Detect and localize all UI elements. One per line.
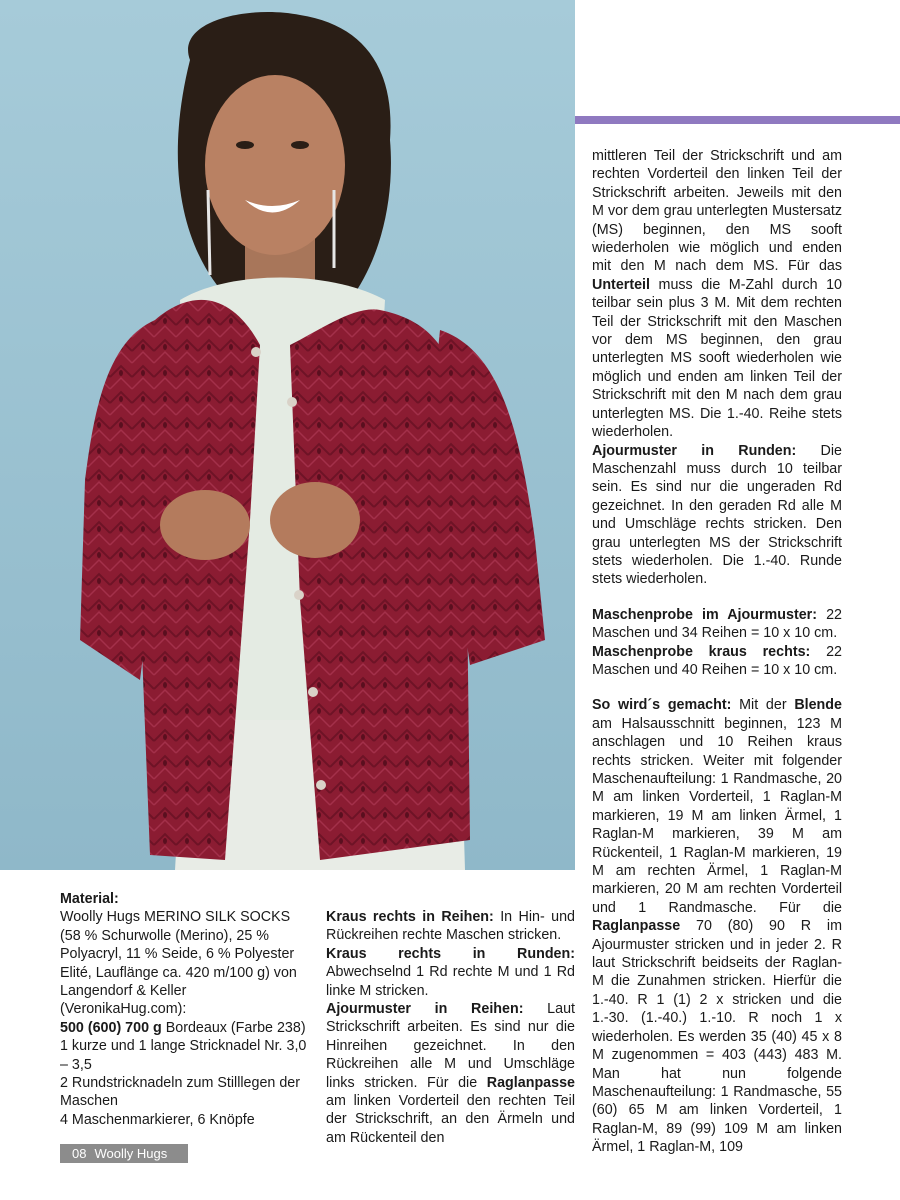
gauge-kraus-paragraph xyxy=(592,643,842,680)
materials-heading: Material: xyxy=(60,891,119,907)
yarn-amount xyxy=(60,1019,310,1037)
page-footer xyxy=(60,1144,188,1163)
patterns-column xyxy=(326,908,575,1147)
kraus-reihen-text: In Hin- und Rückreihen rechte Maschen stricken. xyxy=(326,909,575,944)
instructions-text-1: Mit der xyxy=(739,697,787,714)
ajour-reihen-text-2: am linken Vorderteil den rechten Teil der Strickschrift, an den Ärmeln und am Rückenteil den xyxy=(326,1093,575,1146)
gauge-ajour-text: 22 Maschen und 34 Reihen = 10 x 10 cm. xyxy=(592,606,842,642)
materials-column xyxy=(60,890,310,1129)
instructions-label: So wird´s gemacht: xyxy=(592,697,732,714)
cardigan-illustration xyxy=(0,0,575,870)
ajour-runden-label: Ajourmuster in Runden: xyxy=(592,442,797,459)
blende-label: Blende xyxy=(794,697,842,714)
kraus-runden-text: Abwechselnd 1 Rd rechte M und 1 Rd linke M stricken. xyxy=(326,964,575,999)
footer-brand: Woolly Hugs xyxy=(94,1146,168,1161)
instructions-column xyxy=(592,147,842,1157)
continued-paragraph xyxy=(592,147,842,442)
yarn-color: Bordeaux (Farbe 238) xyxy=(165,1019,306,1036)
raglanpasse-label: Raglanpasse xyxy=(486,1074,575,1091)
yarn-amount-bold: 500 (600) 700 g xyxy=(60,1019,162,1036)
instructions-text-3: 70 (80) 90 R im Ajourmuster stricken und in jeder 2. R laut Strickschrift beidseits der Raglan-M die Zunahmen stricken. Hierfür die 1.-40. R 1 (1) 2 x stricken und die 1.-30. (1.-40.) 1.-10. R noch 1 x wiederholen. Es werden 35 (40) 45 x 8 M zugenommen = 403 (443) 483 M. Man hat nun folgende Maschenaufteilung: 1 Randmasche, 55 (60) 65 M am linken Vorderteil, 1 Raglan-M, 89 (99) 109 M am linken Ärmel, 1 Raglan-M, 109 xyxy=(592,918,842,1156)
gauge-kraus-label: Maschenprobe kraus rechts: xyxy=(592,643,811,660)
ajour-runden-paragraph xyxy=(592,442,842,589)
ajour-reihen-label: Ajourmuster in Reihen: xyxy=(326,1001,524,1018)
page-number: 08 xyxy=(72,1146,87,1161)
model-photo xyxy=(0,0,575,870)
kraus-runden-paragraph xyxy=(326,945,575,1000)
yarn-description: Woolly Hugs MERINO SILK SOCKS (58 % Schurwolle (Merino), 25 % Polyacryl, 11 % Seide, 6 % Polyester Elité, Lauflänge ca. 420 m/100 g) von Langendorf & Keller (VeronikaHug.com): xyxy=(60,909,297,1018)
kraus-reihen-label: Kraus rechts in Reihen: xyxy=(326,909,494,925)
gauge-ajour-paragraph xyxy=(592,606,842,643)
gauge-kraus-text: 22 Maschen und 40 Reihen = 10 x 10 cm. xyxy=(592,643,842,678)
continued-text-1: mittleren Teil der Strickschrift und am rechten Vorderteil den linken Teil der Strickschrift arbeiten. Jeweils mit den M vor dem grau unterlegten Mustersatz (MS) beginnen, den MS sooft wiederholen wie möglich und enden mit den M nach dem MS. Für das xyxy=(592,148,842,275)
ajour-runden-text: Die Maschenzahl muss durch 10 teilbar sein. Es sind nur die ungeraden Rd gezeichnet. In den geraden Rd alle M und Umschläge rechts stricken. Den grau unterlegten MS der Strickschrift stets wiederholen. Die 1.-40. Runde stets wiederholen. xyxy=(592,442,842,588)
instructions-text-2: am Halsausschnitt beginnen, 123 M anschlagen und 10 Reihen kraus rechts stricken. Weiter mit folgender Maschenaufteilung: 1 Randmasche, 20 M am linken Vorderteil, 1 Raglan-M markieren, 19 M am linken Ärmel, 1 Raglan-M markieren, 39 M am Rückenteil, 1 Raglan-M markieren, 19 M am rechten Ärmel, 1 Raglan-M markieren, 20 M am rechten Vorderteil und 1 Randmasche. Für die xyxy=(592,715,842,916)
raglan-yoke-label: Raglanpasse xyxy=(592,918,681,935)
needles-item: 1 kurze und 1 lange Stricknadel Nr. 3,0 – 3,5 xyxy=(60,1038,307,1073)
markers-item: 4 Maschenmarkierer, 6 Knöpfe xyxy=(60,1111,255,1128)
circular-needles-item: 2 Rundstricknadeln zum Stilllegen der Maschen xyxy=(60,1075,300,1110)
ajour-reihen-text-1: Laut Strickschrift arbeiten. Es sind nur die Hinreihen gezeichnet. In den Rückreihen alle M und Umschläge links stricken. Für die xyxy=(326,1001,575,1091)
ajour-reihen-paragraph xyxy=(326,1000,575,1147)
instructions-paragraph xyxy=(592,696,842,1156)
kraus-reihen-paragraph xyxy=(326,908,575,945)
unterteil-label: Unterteil xyxy=(592,276,650,293)
gauge-ajour-label: Maschenprobe im Ajourmuster: xyxy=(592,606,817,623)
continued-text-2: muss die M-Zahl durch 10 teilbar sein plus 3 M. Mit dem rechten Teil der Strickschrift mit den Maschen vor dem MS beginnen, den grau unterlegten MS sooft wiederholen wie möglich und enden am linken Teil der Strickschrift mit den M nach dem grau unterlegten MS. Die 1.-40. Reihe stets wiederholen. xyxy=(592,276,842,441)
accent-bar xyxy=(575,116,900,124)
kraus-runden-label: Kraus rechts in Runden: xyxy=(326,945,575,962)
